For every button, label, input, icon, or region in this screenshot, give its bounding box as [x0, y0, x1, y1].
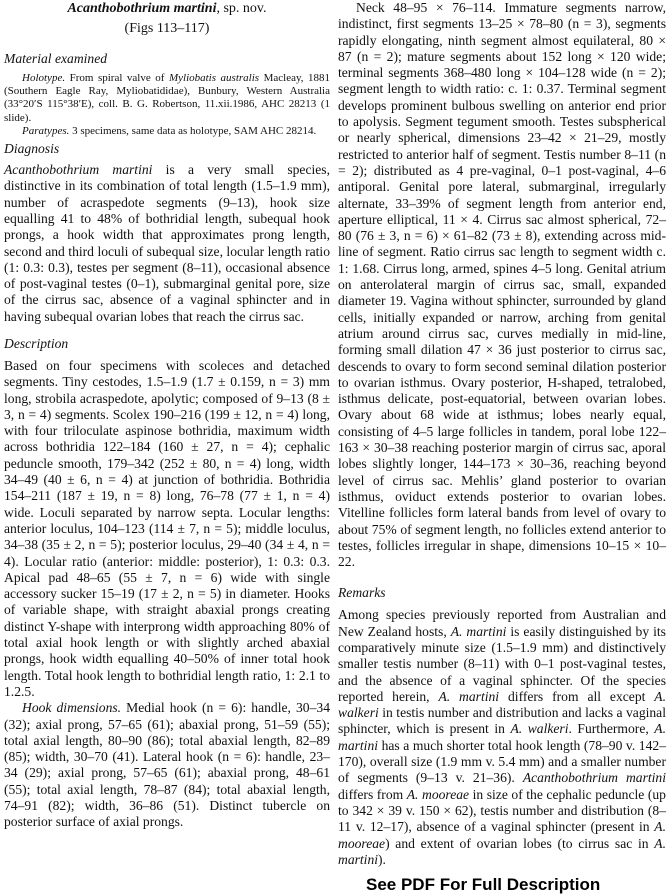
diagnosis-paragraph	[4, 162, 330, 325]
paratypes-text: 3 specimens, same data as holotype, SAM AHC 28214.	[69, 124, 317, 137]
species-ref: A. martini	[338, 835, 666, 867]
remarks-text: ) and extent of ovarian lobes (to cirrus sac in	[385, 835, 655, 851]
remarks-text: . Furthermore,	[568, 721, 655, 737]
hook-dimensions-text: Medial hook (n = 6): handle, 30–34 (32); axial prong, 57–65 (61); abaxial prong, 51–59 (55); total axial length, 80–90 (86); total abaxial length, 82–89 (85); width, 30–70 (41). Lateral hook (n = 6): handle, 23–34 (29); axial prong, 57–65 (61); abaxial prong, 48–61 (55); total axial length, 78–87 (84); total abaxial length, 74–91 (82); width, 36–86 (51). Distinct tubercle on posterior surface of axial prongs.	[4, 700, 330, 830]
description-heading: Description	[4, 335, 69, 351]
description-paragraph-1: Based on four specimens with scoleces and detached segments. Tiny cestodes, 1.5–1.9 (1.7 ± 0.159, n = 3) mm long, strobila acraspedote, apolytic; composed of 9–13 (8 ± 3, n = 4) segments. Scolex 190–216 (199 ± 12, n = 4) long, with four triloculate aspinose bothridia, maximum width across bothridia 122–184 (160 ± 27, n = 4); cephalic peduncle smooth, 179–342 (252 ± 80, n = 4) long, width 34–49 (40 ± 6, n = 4) at junction of bothridia. Bothridia 154–211 (187 ± 19, n = 8) long, 76–78 (77 ± 1, n = 4) wide. Loculi separated by narrow septa. Locular lengths: anterior loculus, 104–123 (114 ± 7, n = 5); middle loculus, 34–38 (35 ± 2, n = 5); posterior loculus, 29–40 (34 ± 4, n = 4). Locular ratio (anterior: middle: posterior), 1: 0.3: 0.3. Apical pad 48–65 (55 ± 7, n = 6) wide with single accessory sucker 15–19 (17 ± 2, n = 5) in diameter. Hooks of variable shape, with straight abaxial prongs creating distinct Y-shape with interprong width approaching 80% of total axial hook length or with slightly arched abaxial prongs, hook width equalling 40–50% of inner total hook length. Total hook length to bothridial length ratio, 1: 2.1 to 1.2.5.	[4, 357, 330, 699]
left-column	[4, 0, 330, 831]
description-paragraph-3: Neck 48–95 × 76–114. Immature segments narrow, indistinct, first segments 13–25 × 78–80 (n = 3), segments rapidly elongating, ninth segment almost equilateral, 80 × 87 (n = 2); mature segments about 152 long × 120 wide; terminal segments 368–480 long × 104–128 wide (n = 2); segment length to width ratio: c. 1: 0.37. Terminal segment develops prominent bulbous swelling on anterior end prior to apolysis. Segment tegument smooth. Testes subspherical or nearly spherical, dimensions 23–42 × 21–29, mostly restricted to anterior half of segment. Testis number 8–11 (n = 2); distributed as 4 pre-vaginal, 0–1 post-vaginal, 4–6 antiporal. Genital pore lateral, submarginal, irregularly alternate, 33–39% of segment length from anterior end, aperture elliptical, 11 × 4. Cirrus sac almost spherical, 72–80 (76 ± 3, n = 6) × 61–82 (73 ± 8), extending across mid-line of segment. Ratio cirrus sac length to segment width c. 1: 1.68. Cirrus long, armed, spines 4–5 long. Genital atrium on anterolateral margin of cirrus sac, small, expanded diameter 19. Vagina without sphincter, surrounded by gland cells, initially expanded or narrow, arching from genital atrium around cirrus sac, curves medially in mid-line, forming small dilation 47 × 36 just posterior to cirrus sac, descends to ovary to form second seminal dilation posterior to ovarian isthmus. Ovary posterior, H-shaped, tetralobed, isthmus delicate, post-equatorial, between ovarian lobes. Ovary about 68 wide at isthmus; lobes nearly equal, consisting of 4–5 large follicles in tandem, poral lobe 122–163 × 30–38 reaching posterior margin of cirrus sac, aporal lobes slightly longer, 144–173 × 30–36, reaching beyond level of cirrus sac. Mehlis’ gland posterior to ovarian isthmus, oviduct extends posterior to ovarian lobes. Vitelline follicles form lateral bands from level of ovary to about 75% of segment length, no follicles extend anterior to testes, follicles irregular in shape, dimensions 10–15 × 10–22.	[338, 0, 666, 570]
species-title	[4, 0, 330, 18]
remarks-text: in testis number and distribution and lacks a vaginal sphincter, which is present in	[338, 705, 666, 737]
remarks-text: Among species previously reported from Australian and New Zealand hosts,	[338, 607, 666, 639]
diagnosis-text: is a very small species, distinctive in its combination of total length (1.5–1.9 mm), number of acraspedote segments (9–13), hook size equalling 41 to 48% of bothridial length, subequal hook prongs, a hook width that approximates prong length, second and third loculi of subequal size, locular length ratio (1: 0.3: 0.3), testes per segment (8–11), occasional absence of post-vaginal testes (0–1), submarginal genital pore, size of the cirrus sac, absence of a vaginal sphincter and in having subequal ovarian lobes that reach the cirrus sac.	[4, 162, 330, 324]
remarks-text: has a much shorter total hook length (78–90 v. 142–170), overall size (1.9 mm v. 5.4 mm) and a smaller number of segments (9–13 v. 21–36).	[338, 737, 666, 786]
species-ref: A. mooreae	[338, 819, 666, 851]
material-section	[4, 72, 330, 138]
holotype-text: From spiral valve of	[65, 72, 169, 84]
paratypes-label: Paratypes.	[22, 124, 70, 137]
see-pdf-link[interactable]: See PDF For Full Description	[366, 875, 601, 895]
hook-dimensions-label: Hook dimensions.	[22, 700, 122, 716]
species-ref: Acanthobothrium martini	[522, 770, 666, 786]
species-name: Acanthobothrium martini	[67, 1, 217, 16]
holotype-label: Holotype.	[22, 72, 66, 84]
remarks-text: is easily distinguished by its comparatively minute size (1.5–1.9 mm) and distinctively smaller testis number (8–11) with 0–1 post-vaginal testes, and the absence of a vaginal sphincter. Of the species reported herein,	[338, 623, 666, 704]
right-column	[338, 0, 666, 895]
holotype-text-cont: Macleay, 1881 (Southern Eagle Ray, Myliobatididae), Bunbury, Western Australia (33°20′S 115°38′E), coll. B. G. Robertson, 11.xii.1986, AHC 28213 (1 slide).	[4, 72, 331, 124]
remarks-paragraph	[338, 607, 666, 868]
remarks-text: differs from all except	[499, 688, 655, 704]
species-ref: A. martini	[338, 721, 666, 753]
figure-reference: (Figs 113–117)	[124, 21, 210, 36]
species-ref: A. walkeri	[338, 688, 666, 721]
species-ref: A. walkeri	[510, 721, 569, 737]
material-heading: Material examined	[4, 51, 108, 66]
diagnosis-heading: Diagnosis	[4, 141, 60, 157]
remarks-heading: Remarks	[338, 585, 386, 601]
species-ref: A. mooreae	[406, 786, 470, 802]
remarks-text: ).	[378, 851, 386, 867]
species-suffix: , sp. nov.	[216, 1, 267, 16]
species-ref: A. martini	[450, 623, 507, 639]
remarks-text: in size of the cephalic peduncle (up to 342 × 39 v. 150 × 62), testis number and distribution (8–11 v. 12–17), absence of a vaginal sphincter (present in	[338, 786, 666, 835]
holotype-paragraph	[4, 72, 330, 125]
hook-dimensions-paragraph	[4, 700, 330, 830]
remarks-text: differs from	[338, 786, 407, 802]
holotype-host: Myliobatis australis	[168, 72, 260, 84]
diagnosis-species: Acanthobothrium martini	[4, 162, 153, 178]
species-ref: A. martini	[438, 688, 500, 704]
paratypes-paragraph	[4, 125, 330, 138]
